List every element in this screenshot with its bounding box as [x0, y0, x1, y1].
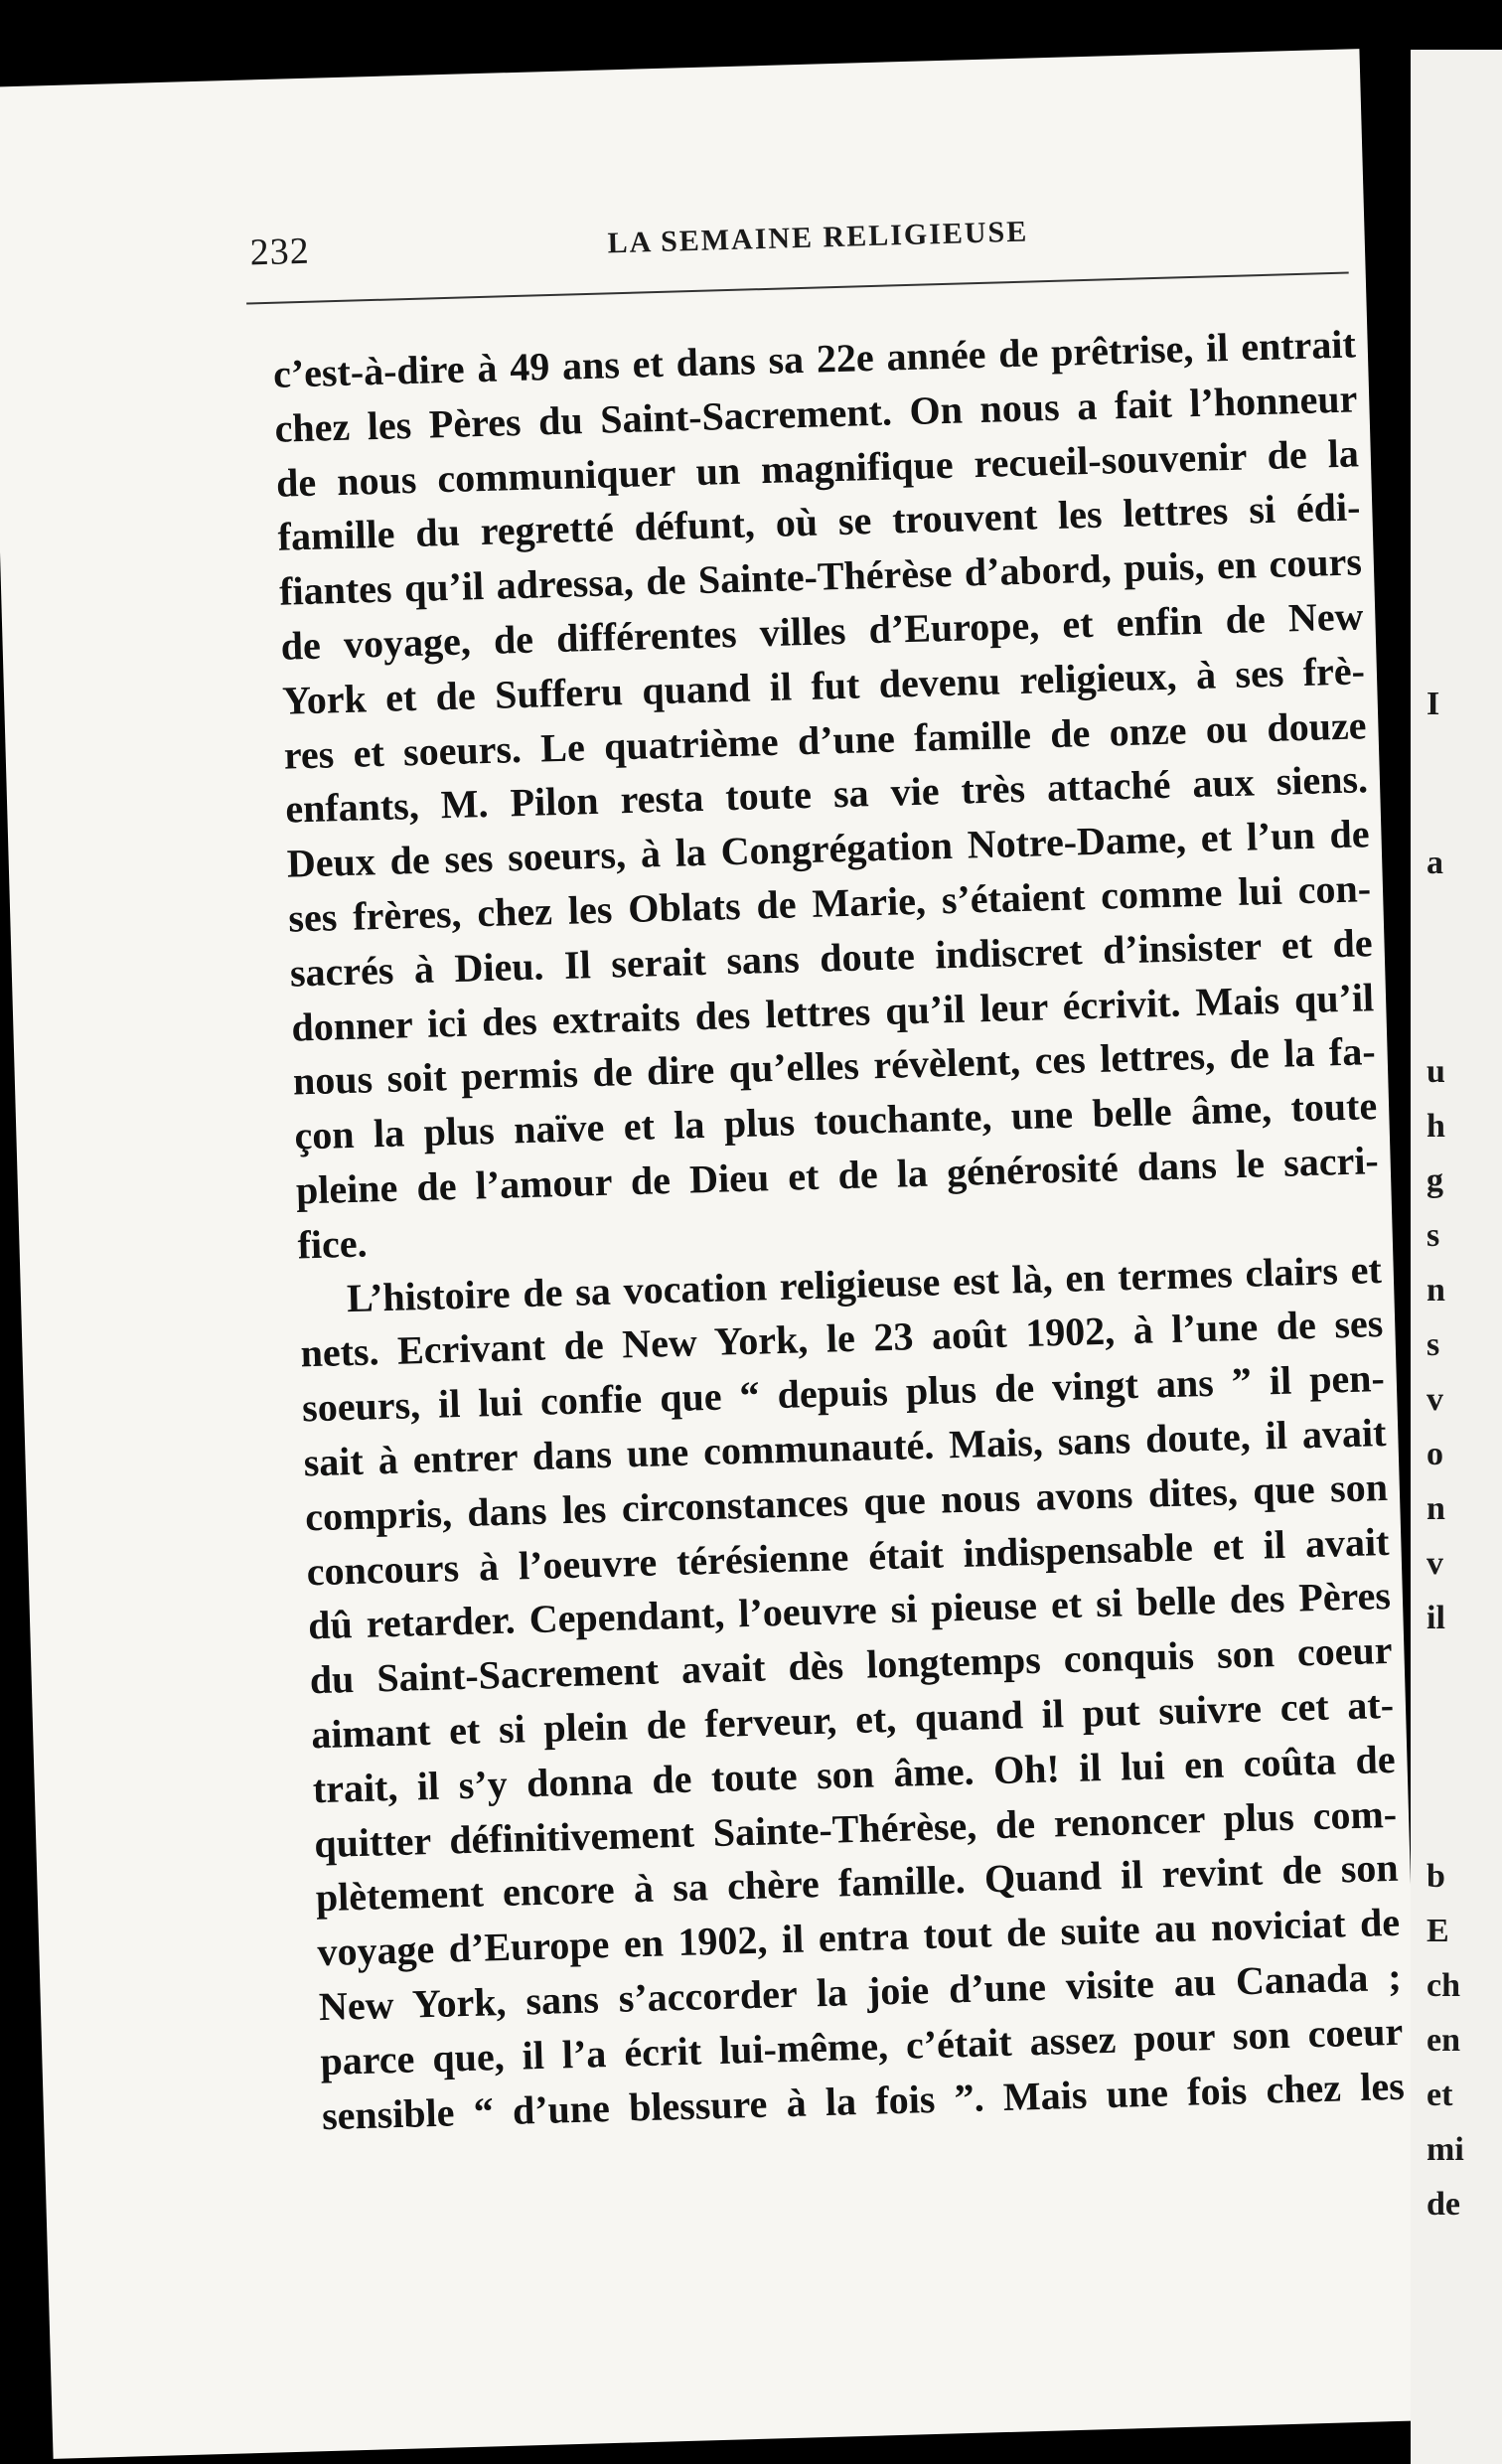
adjacent-page-fragment: de [1427, 2186, 1460, 2223]
text-line: dû retarder. Cependant, l’oeuvre si pieuse et si belle des Pères [307, 1573, 1392, 1648]
page-header [249, 202, 1313, 287]
text-line: Deux de ses soeurs, à la Congrégation Notre-Dame, et l’un de [286, 811, 1371, 886]
text-line: quitter définitivement Sainte-Thérèse, de renoncer plus com- [313, 1790, 1398, 1866]
text-line: aimant et si plein de ferveur, et, quand il put suivre cet at- [310, 1681, 1395, 1758]
text-line: concours à l’oeuvre térésienne était indispensable et il avait [306, 1518, 1390, 1594]
adjacent-page-fragment: en [1427, 2022, 1460, 2059]
page-number: 232 [249, 230, 311, 274]
adjacent-page-fragment: g [1427, 1162, 1443, 1199]
running-head: LA SEMAINE RELIGIEUSE [607, 215, 1029, 260]
text-line: nets. Ecrivant de New York, le 23 août 1902, à l’une de ses [300, 1301, 1384, 1376]
body-text [272, 317, 1405, 2143]
adjacent-page-fragment: I [1427, 686, 1440, 722]
text-line: de voyage, de différentes villes d’Europe, et enfin de New [280, 593, 1364, 669]
book-page [0, 49, 1426, 2459]
text-line: ses frères, chez les Oblats de Marie, s’étaient comme lui con- [287, 865, 1372, 941]
text-line: L’histoire de sa vocation religieuse est là, en termes clairs et [346, 1246, 1383, 1320]
adjacent-page-fragment: n [1427, 1490, 1445, 1527]
text-line: famille du regretté défunt, où se trouvent les lettres si édi- [277, 484, 1361, 560]
text-line: du Saint-Sacrement avait dès longtemps conquis son coeur [309, 1627, 1394, 1703]
text-line: sait à entrer dans une communauté. Mais, sans doute, il avait [303, 1409, 1387, 1485]
adjacent-page-fragment: et [1427, 2077, 1453, 2113]
text-line: nous soit permis de dire qu’elles révèlent, ces lettres, de la fa- [292, 1028, 1377, 1104]
adjacent-page-fragment: E [1427, 1913, 1449, 1949]
text-line: soeurs, il lui confie que “ depuis plus de vingt ans ” il pen- [301, 1355, 1386, 1431]
text-line: de nous communiquer un magnifique recueil-souvenir de la [275, 429, 1360, 506]
text-line: fice. [296, 1220, 369, 1268]
text-line: sacrés à Dieu. Il serait sans doute indiscret d’insister et de [289, 919, 1374, 996]
adjacent-page-fragment: v [1427, 1381, 1443, 1418]
adjacent-page-fragment: b [1427, 1858, 1445, 1895]
adjacent-page-fragment: ch [1427, 1967, 1460, 2004]
adjacent-page-fragment: s [1427, 1217, 1440, 1254]
adjacent-page-edge [1411, 50, 1502, 2464]
text-line: donner ici des extraits des lettres qu’il leur écrivit. Mais qu’il [290, 974, 1375, 1050]
text-line: voyage d’Europe en 1902, il entra tout de suite au noviciat de [316, 1899, 1401, 1975]
text-line: sensible “ d’une blessure à la fois ”. Mais une fois chez les [321, 2063, 1406, 2138]
adjacent-page-fragment: a [1427, 845, 1443, 881]
adjacent-page-fragment: h [1427, 1108, 1445, 1145]
text-line: çon la plus naïve et la plus touchante, une belle âme, toute [293, 1083, 1378, 1158]
text-line: York et de Sufferu quand il fut devenu religieux, à ses frè- [281, 648, 1366, 723]
text-line: parce que, il l’a écrit lui-même, c’était assez pour son coeur [319, 2008, 1404, 2083]
adjacent-page-fragment: o [1427, 1436, 1443, 1472]
text-line: enfants, M. Pilon resta toute sa vie très attaché aux siens. [284, 756, 1369, 833]
adjacent-page-fragment: v [1427, 1545, 1443, 1582]
text-line: fiantes qu’il adressa, de Sainte-Thérèse d’abord, puis, en cours [278, 539, 1363, 614]
text-line: plètement encore à sa chère famille. Quand il revint de son [315, 1845, 1400, 1921]
adjacent-page-fragment: il [1427, 1600, 1445, 1636]
adjacent-page-fragment: mi [1427, 2131, 1464, 2168]
text-line: chez les Pères du Saint-Sacrement. On nous a fait l’honneur [274, 376, 1358, 451]
text-line: compris, dans les circonstances que nous avons dites, que son [304, 1463, 1389, 1540]
text-line: pleine de l’amour de Dieu et de la générosité dans le sacri- [295, 1138, 1380, 1213]
text-line: res et soeurs. Le quatrième d’une famille de onze ou douze [283, 701, 1368, 778]
adjacent-page-fragment: s [1427, 1326, 1440, 1363]
text-line: trait, il s’y donna de toute son âme. Oh! il lui en coûta de [312, 1736, 1397, 1811]
adjacent-page-fragment: u [1427, 1053, 1445, 1090]
text-line: c’est-à-dire à 49 ans et dans sa 22e année de prêtrise, il entrait [272, 321, 1357, 396]
text-line: New York, sans s’accorder la joie d’une visite au Canada ; [318, 1953, 1403, 2030]
adjacent-page-fragment: n [1427, 1272, 1445, 1309]
